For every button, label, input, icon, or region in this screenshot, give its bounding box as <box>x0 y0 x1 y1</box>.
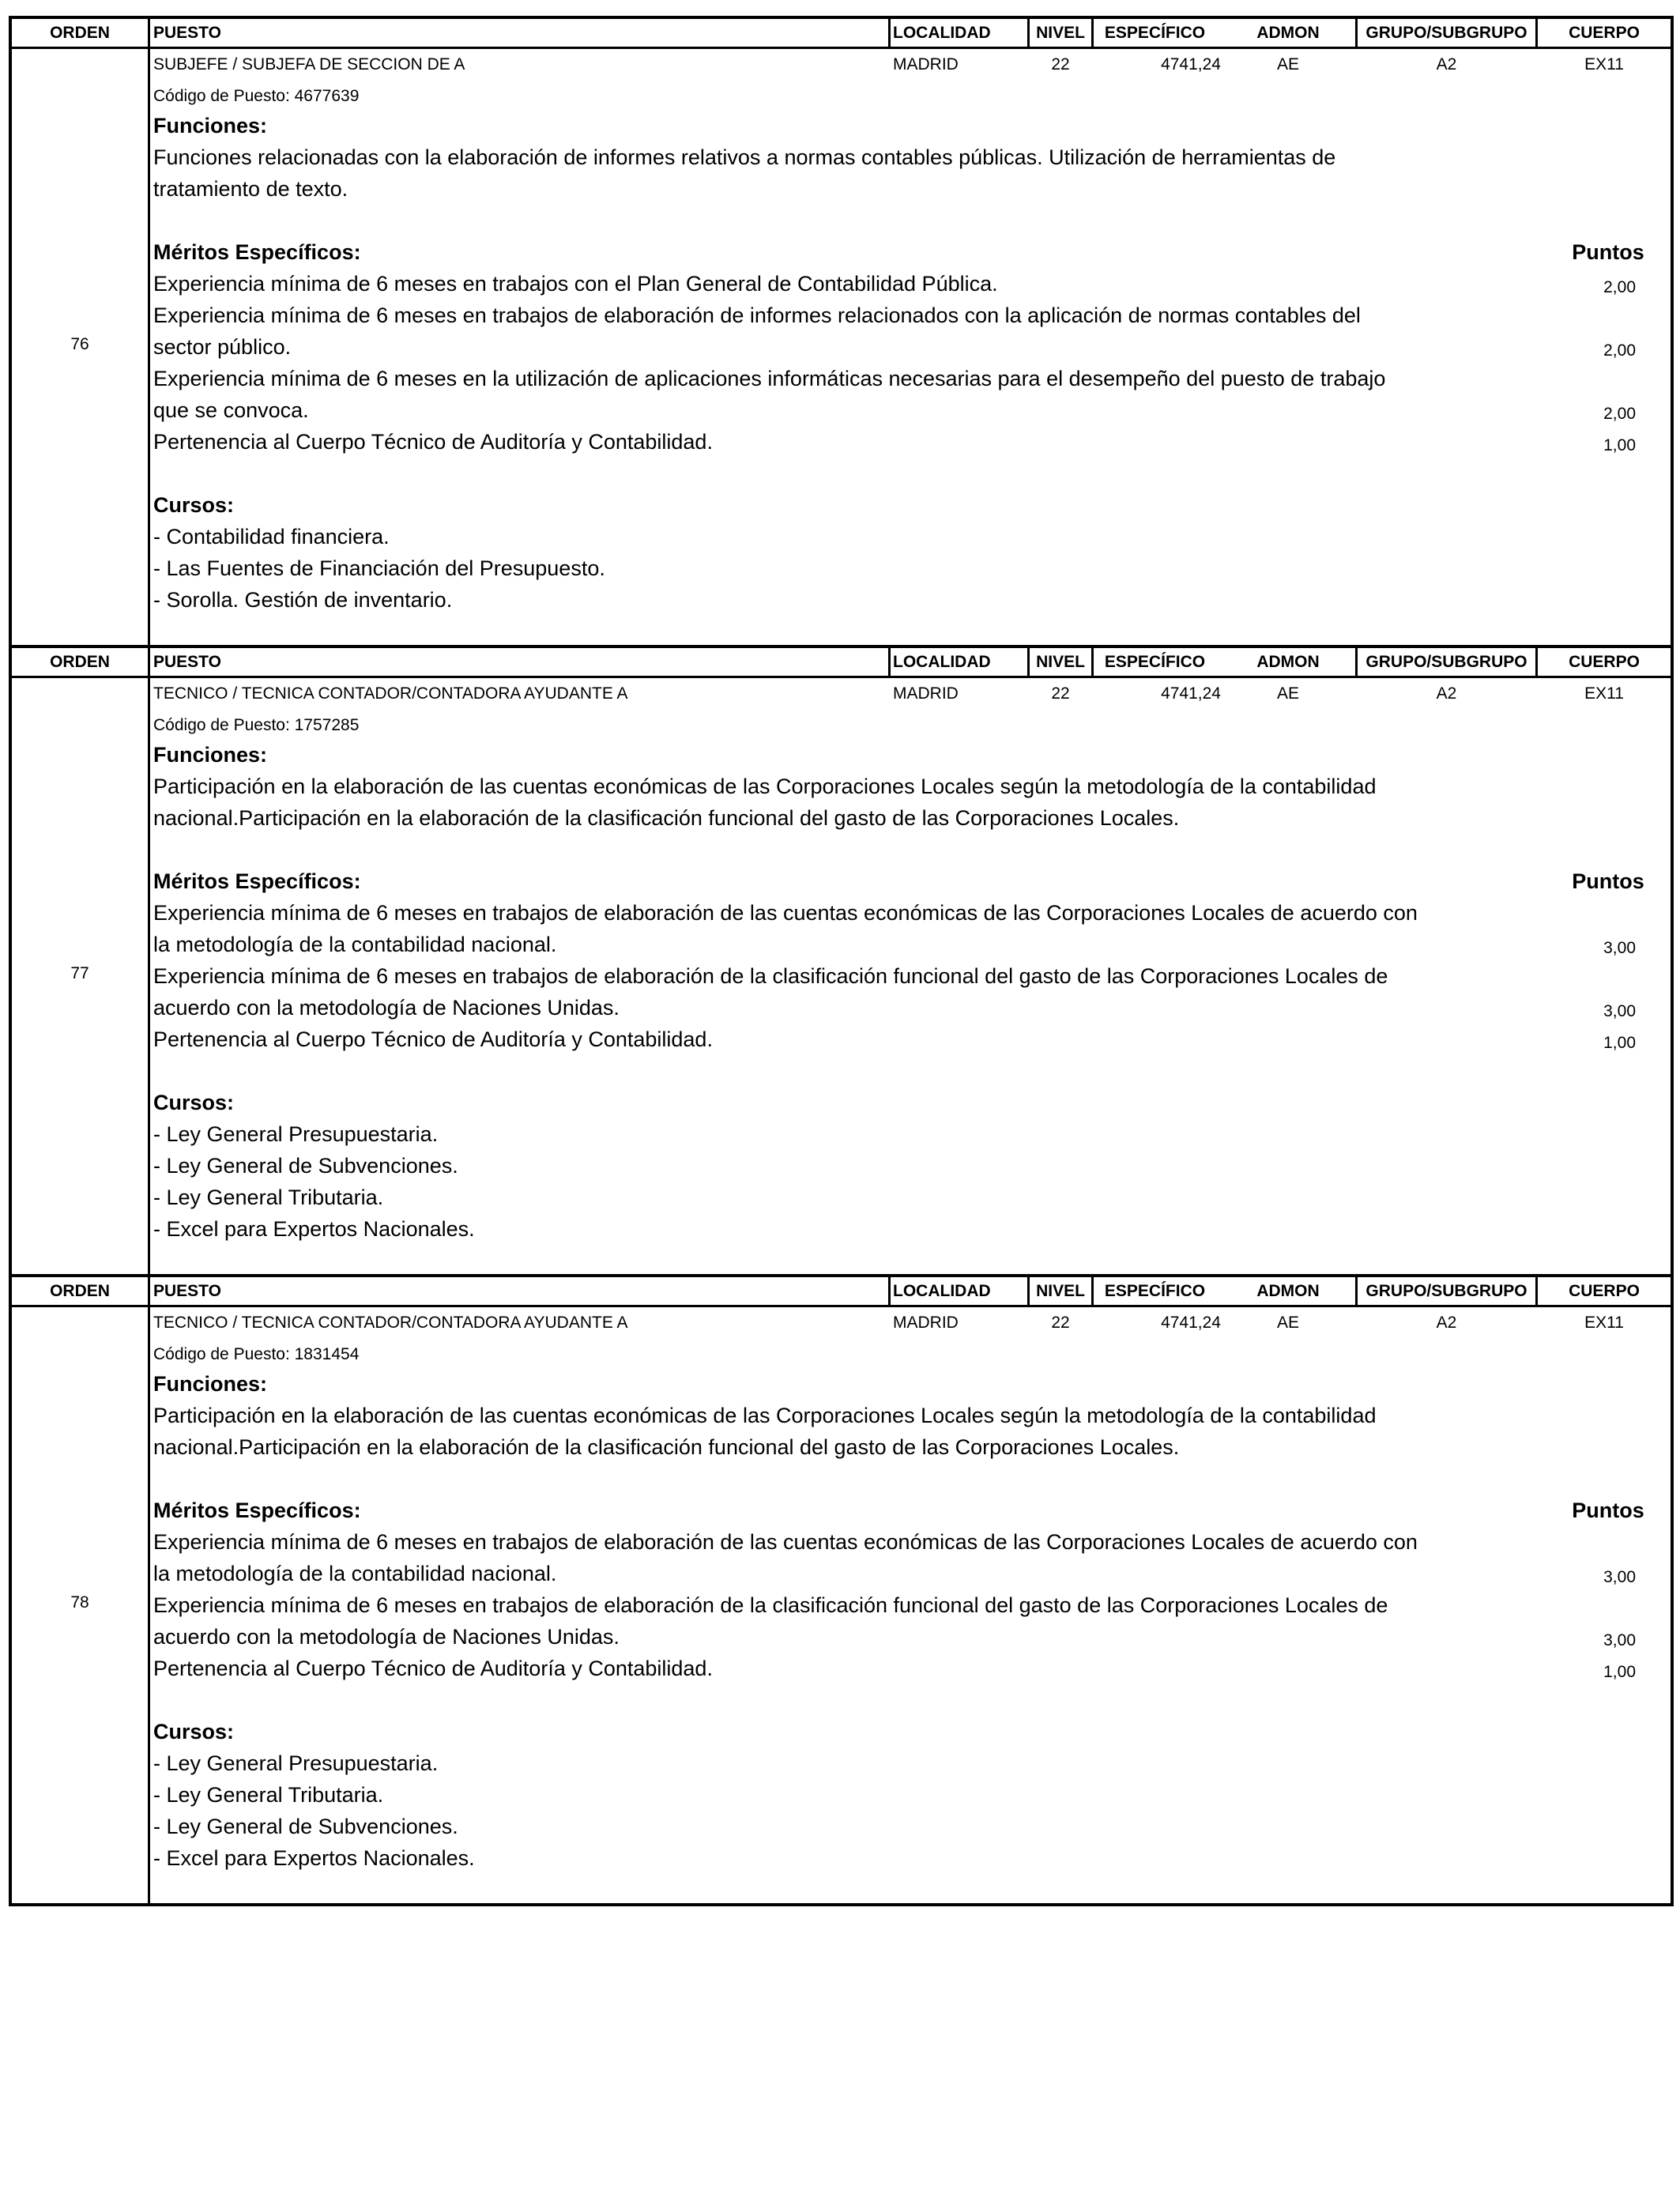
column-divider <box>888 1277 891 1305</box>
funciones-heading: Funciones: <box>153 743 268 767</box>
header-admon: ADMON <box>1256 1282 1320 1300</box>
merito-points: 2,00 <box>1603 341 1636 360</box>
merito-line: Experiencia mínima de 6 meses en trabajos de elaboración de informes relacionados con la aplicación de normas contables del <box>153 303 1361 327</box>
header-nivel: NIVEL <box>1036 653 1085 671</box>
curso-item: - Ley General Tributaria. <box>153 1783 384 1807</box>
curso-item: - Contabilidad financiera. <box>153 525 390 548</box>
codigo-puesto: Código de Puesto: 1831454 <box>153 1345 360 1363</box>
merito-points: 1,00 <box>1603 1034 1636 1052</box>
nivel-value: 22 <box>1051 684 1070 703</box>
job-listing-document <box>9 16 1674 1906</box>
admon-value: AE <box>1276 1314 1299 1332</box>
header-grupo: GRUPO/SUBGRUPO <box>1365 24 1527 42</box>
column-divider <box>148 1277 150 1305</box>
job-entry <box>12 1274 1671 1903</box>
merito-line: la metodología de la contabilidad nacional. <box>153 933 557 956</box>
merito-line: Experiencia mínima de 6 meses en trabajos con el Plan General de Contabilidad Pública. <box>153 272 998 296</box>
curso-item: - Ley General de Subvenciones. <box>153 1154 458 1178</box>
merito-points: 1,00 <box>1603 436 1636 454</box>
entry-body <box>12 1307 1671 1903</box>
header-nivel: NIVEL <box>1036 24 1085 42</box>
curso-item: - Excel para Expertos Nacionales. <box>153 1217 475 1241</box>
curso-item: - Ley General Presupuestaria. <box>153 1122 439 1146</box>
merito-points: 1,00 <box>1603 1663 1636 1681</box>
puntos-heading: Puntos <box>1572 240 1644 264</box>
table-header <box>12 16 1671 49</box>
admon-value: AE <box>1276 55 1299 74</box>
header-cuerpo: CUERPO <box>1569 653 1640 671</box>
merito-points: 2,00 <box>1603 405 1636 423</box>
orden-divider <box>148 1307 150 1903</box>
table-header <box>12 1274 1671 1307</box>
merito-line: Experiencia mínima de 6 meses en trabajos de elaboración de la clasificación funcional del gasto de las Corporaciones Locales de <box>153 1593 1388 1617</box>
merito-line: Experiencia mínima de 6 meses en trabajos de elaboración de las cuentas económicas de las Corporaciones Locales de acuerdo con <box>153 1530 1418 1554</box>
header-cuerpo: CUERPO <box>1569 1282 1640 1300</box>
merito-line: acuerdo con la metodología de Naciones Unidas. <box>153 996 620 1020</box>
header-admon: ADMON <box>1256 24 1320 42</box>
job-entry <box>12 645 1671 1274</box>
funciones-line: tratamiento de texto. <box>153 177 348 201</box>
meritos-heading: Méritos Específicos: <box>153 240 361 264</box>
cursos-heading: Cursos: <box>153 493 235 517</box>
admon-value: AE <box>1276 684 1299 703</box>
orden-divider <box>148 49 150 645</box>
merito-line: Experiencia mínima de 6 meses en trabajos de elaboración de la clasificación funcional del gasto de las Corporaciones Locales de <box>153 964 1388 988</box>
codigo-puesto: Código de Puesto: 4677639 <box>153 87 360 105</box>
grupo-value: A2 <box>1436 684 1457 703</box>
cuerpo-value: EX11 <box>1584 684 1624 703</box>
curso-item: - Ley General de Subvenciones. <box>153 1815 458 1838</box>
puntos-heading: Puntos <box>1572 869 1644 893</box>
codigo-puesto: Código de Puesto: 1757285 <box>153 716 360 734</box>
merito-line: la metodología de la contabilidad nacional. <box>153 1562 557 1585</box>
merito-line: Pertenencia al Cuerpo Técnico de Auditoría y Contabilidad. <box>153 1657 713 1680</box>
header-especifico: ESPECÍFICO <box>1104 653 1206 671</box>
header-grupo: GRUPO/SUBGRUPO <box>1365 1282 1527 1300</box>
header-localidad: LOCALIDAD <box>893 653 991 671</box>
orden-number: 77 <box>70 964 89 982</box>
header-especifico: ESPECÍFICO <box>1104 24 1206 42</box>
header-especifico: ESPECÍFICO <box>1104 1282 1206 1300</box>
localidad-value: MADRID <box>893 684 959 703</box>
merito-line: acuerdo con la metodología de Naciones Unidas. <box>153 1625 620 1649</box>
funciones-heading: Funciones: <box>153 114 268 138</box>
curso-item: - Excel para Expertos Nacionales. <box>153 1846 475 1870</box>
puesto-name: TECNICO / TECNICA CONTADOR/CONTADORA AYUDANTE A <box>153 1314 628 1332</box>
nivel-value: 22 <box>1051 55 1070 74</box>
puesto-name: TECNICO / TECNICA CONTADOR/CONTADORA AYUDANTE A <box>153 684 628 703</box>
meritos-heading: Méritos Específicos: <box>153 1498 361 1522</box>
localidad-value: MADRID <box>893 55 959 74</box>
puesto-name: SUBJEFE / SUBJEFA DE SECCION DE A <box>153 55 465 74</box>
merito-points: 3,00 <box>1603 1631 1636 1649</box>
funciones-line: Funciones relacionadas con la elaboración de informes relativos a normas contables públicas. Utilización de herramientas de <box>153 145 1336 169</box>
merito-line: Pertenencia al Cuerpo Técnico de Auditoría y Contabilidad. <box>153 430 713 454</box>
especifico-value: 4741,24 <box>1161 55 1221 74</box>
curso-item: - Las Fuentes de Financiación del Presupuesto. <box>153 556 605 580</box>
header-orden: ORDEN <box>50 1282 110 1300</box>
merito-line: que se convoca. <box>153 398 309 422</box>
funciones-line: Participación en la elaboración de las cuentas económicas de las Corporaciones Locales según la metodología de la contabilidad <box>153 775 1377 798</box>
merito-points: 3,00 <box>1603 939 1636 957</box>
table-header <box>12 645 1671 678</box>
header-puesto: PUESTO <box>153 653 221 671</box>
job-entry <box>12 16 1671 645</box>
merito-points: 3,00 <box>1603 1568 1636 1586</box>
especifico-value: 4741,24 <box>1161 1314 1221 1332</box>
nivel-value: 22 <box>1051 1314 1070 1332</box>
merito-line: Experiencia mínima de 6 meses en trabajos de elaboración de las cuentas económicas de las Corporaciones Locales de acuerdo con <box>153 901 1418 925</box>
orden-number: 76 <box>70 335 89 353</box>
funciones-heading: Funciones: <box>153 1372 268 1396</box>
grupo-value: A2 <box>1436 55 1457 74</box>
merito-points: 2,00 <box>1603 278 1636 296</box>
funciones-line: nacional.Participación en la elaboración de la clasificación funcional del gasto de las Corporaciones Locales. <box>153 1435 1180 1459</box>
merito-line: Experiencia mínima de 6 meses en la utilización de aplicaciones informáticas necesarias para el desempeño del puesto de trabajo <box>153 367 1386 390</box>
column-divider <box>888 19 891 47</box>
funciones-line: nacional.Participación en la elaboración de la clasificación funcional del gasto de las Corporaciones Locales. <box>153 806 1180 830</box>
localidad-value: MADRID <box>893 1314 959 1332</box>
orden-divider <box>148 678 150 1274</box>
header-localidad: LOCALIDAD <box>893 24 991 42</box>
header-grupo: GRUPO/SUBGRUPO <box>1365 653 1527 671</box>
entry-body <box>12 49 1671 645</box>
merito-line: Pertenencia al Cuerpo Técnico de Auditoría y Contabilidad. <box>153 1027 713 1051</box>
cuerpo-value: EX11 <box>1584 1314 1624 1332</box>
header-puesto: PUESTO <box>153 24 221 42</box>
header-cuerpo: CUERPO <box>1569 24 1640 42</box>
column-divider <box>148 648 150 676</box>
especifico-value: 4741,24 <box>1161 684 1221 703</box>
header-localidad: LOCALIDAD <box>893 1282 991 1300</box>
header-admon: ADMON <box>1256 653 1320 671</box>
curso-item: - Ley General Presupuestaria. <box>153 1751 439 1775</box>
cursos-heading: Cursos: <box>153 1091 235 1114</box>
funciones-line: Participación en la elaboración de las cuentas económicas de las Corporaciones Locales según la metodología de la contabilidad <box>153 1404 1377 1427</box>
merito-line: sector público. <box>153 335 292 359</box>
header-orden: ORDEN <box>50 24 110 42</box>
column-divider <box>148 19 150 47</box>
header-nivel: NIVEL <box>1036 1282 1085 1300</box>
entry-body <box>12 678 1671 1274</box>
grupo-value: A2 <box>1436 1314 1457 1332</box>
cursos-heading: Cursos: <box>153 1720 235 1744</box>
merito-points: 3,00 <box>1603 1002 1636 1020</box>
column-divider <box>888 648 891 676</box>
puntos-heading: Puntos <box>1572 1498 1644 1522</box>
orden-number: 78 <box>70 1593 89 1612</box>
cuerpo-value: EX11 <box>1584 55 1624 74</box>
curso-item: - Sorolla. Gestión de inventario. <box>153 588 453 612</box>
curso-item: - Ley General Tributaria. <box>153 1186 384 1209</box>
meritos-heading: Méritos Específicos: <box>153 869 361 893</box>
header-puesto: PUESTO <box>153 1282 221 1300</box>
header-orden: ORDEN <box>50 653 110 671</box>
